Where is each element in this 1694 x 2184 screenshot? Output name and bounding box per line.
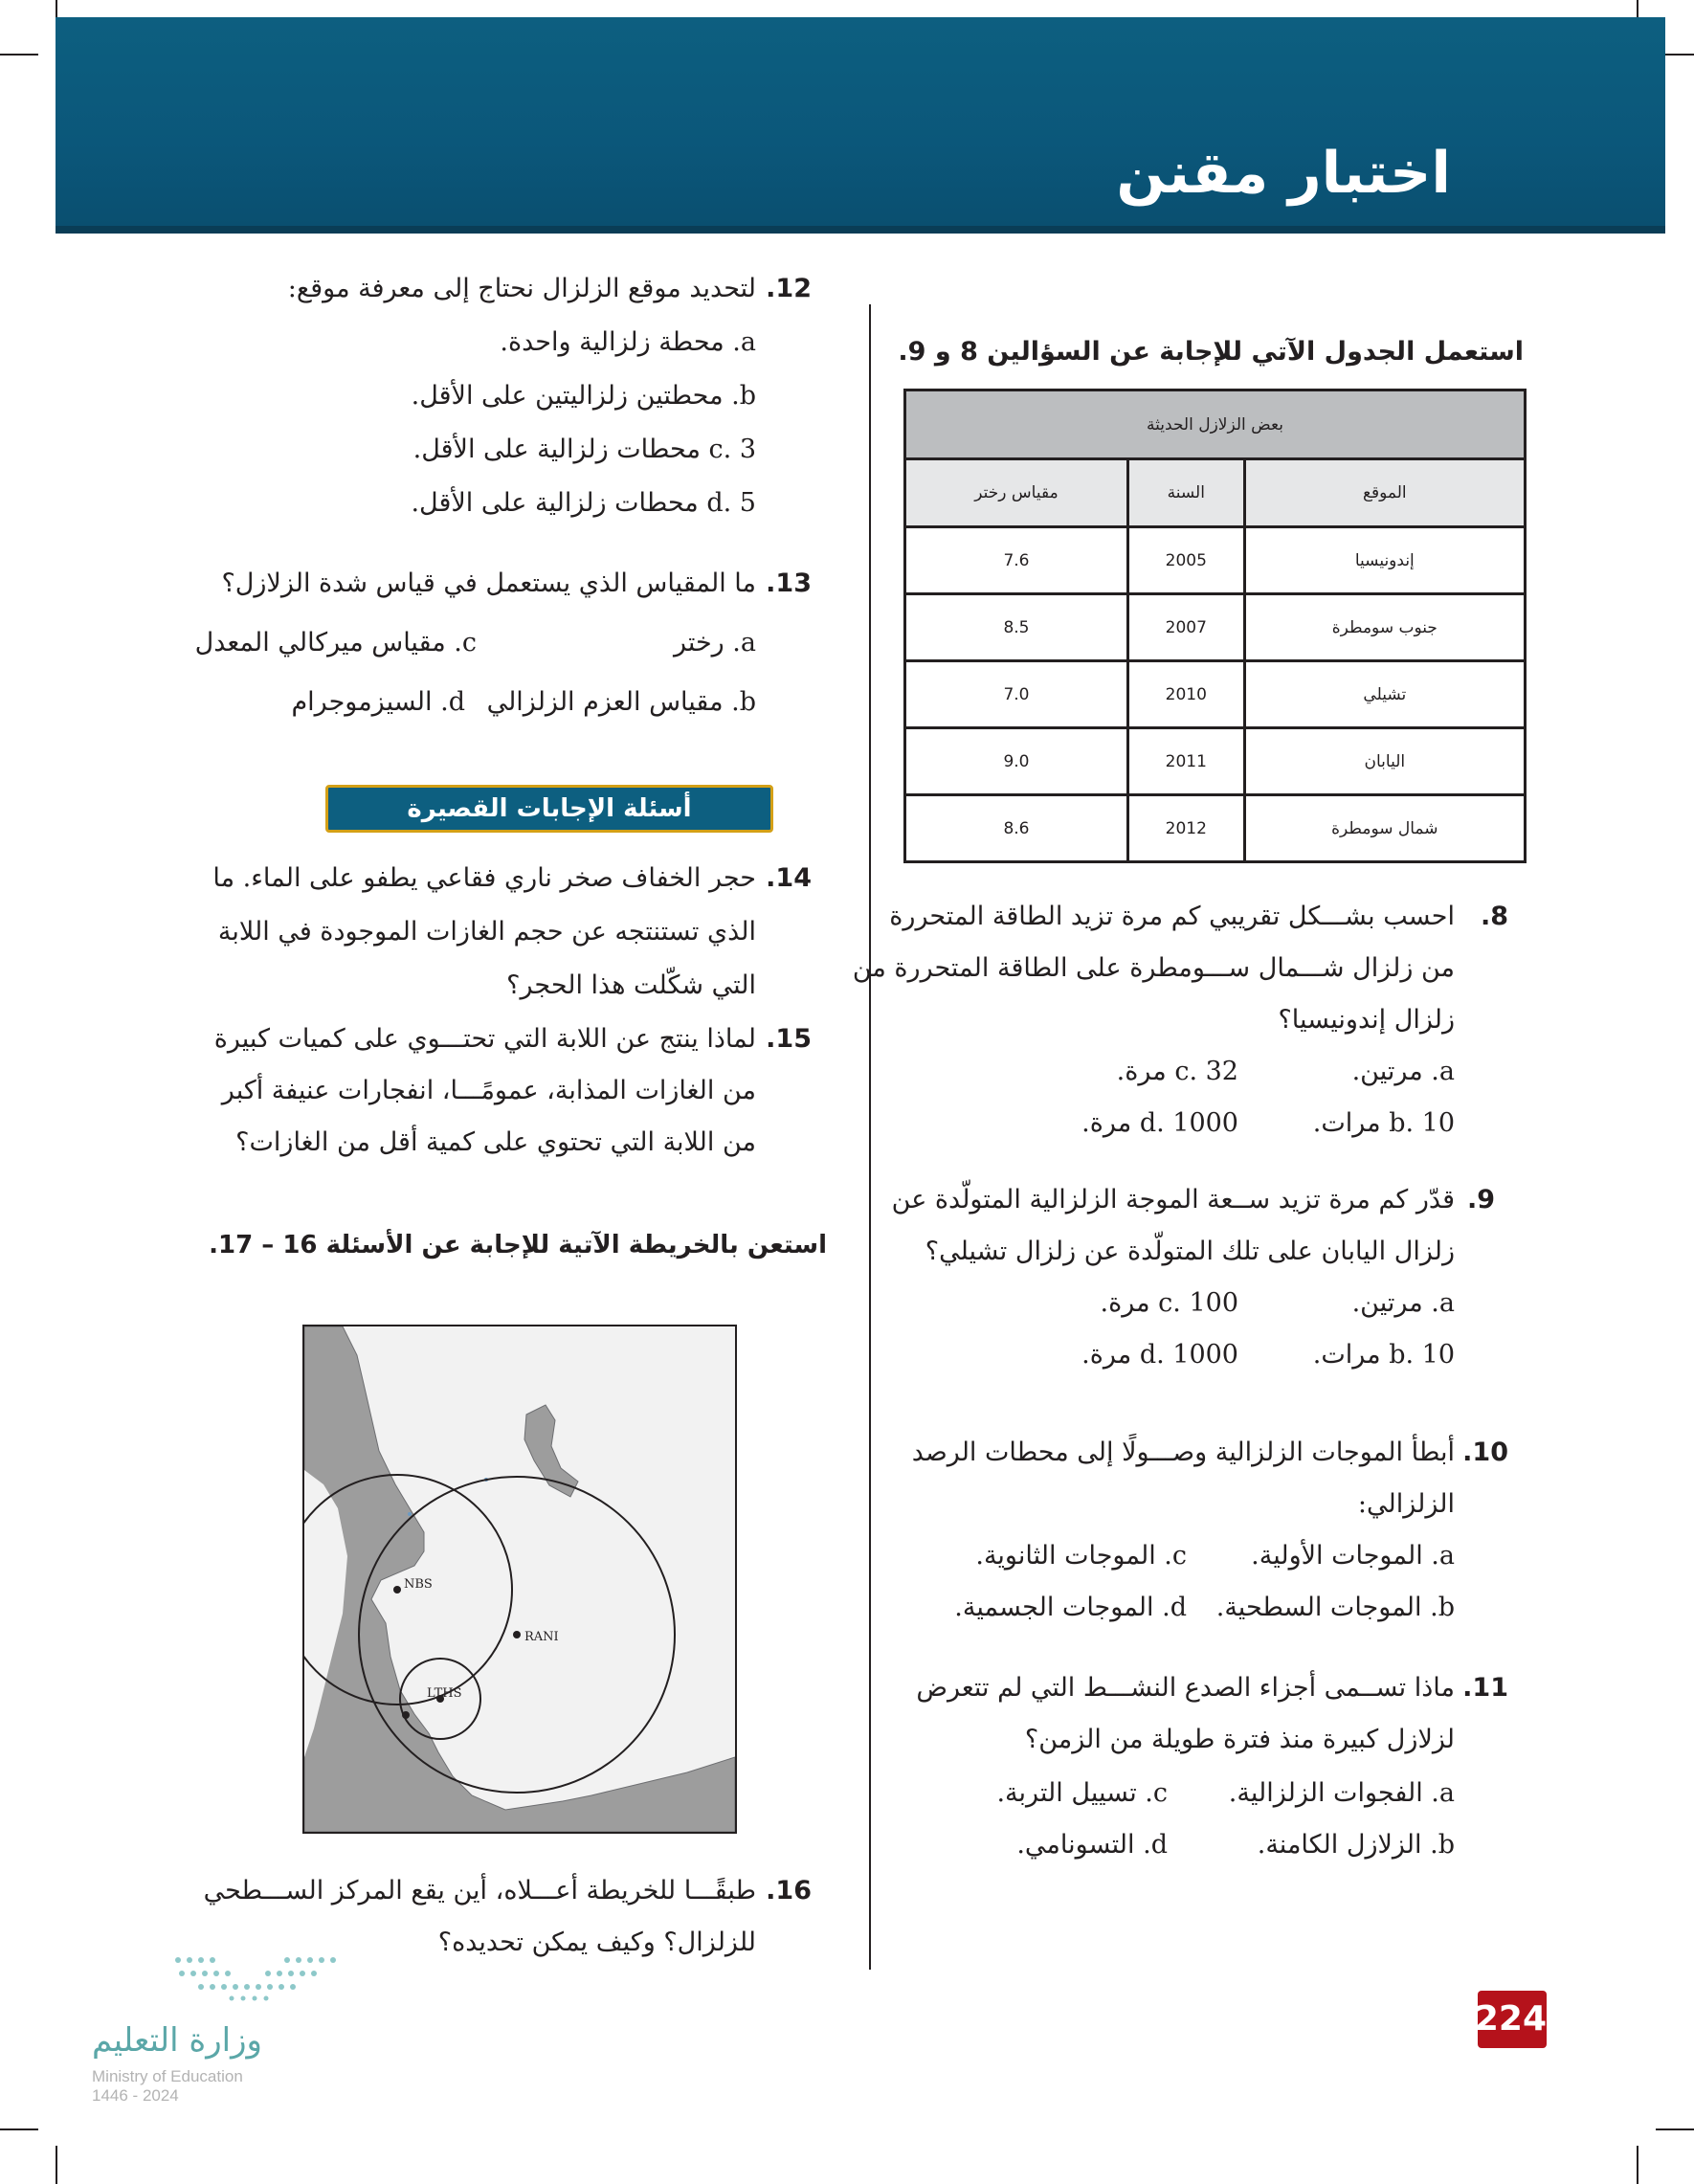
- question-number: 11.: [1462, 1673, 1508, 1703]
- table-row: [905, 728, 1526, 795]
- option-d: d. 5 محطات زلزالية على الأقل.: [411, 488, 756, 518]
- table-cell: 2005: [1127, 527, 1244, 594]
- island-dot: [408, 1512, 412, 1516]
- table-cell: 8.6: [905, 795, 1128, 862]
- option-d: d. 1000 مرة.: [1081, 1108, 1238, 1138]
- question-text: حجر الخفاف صخر ناري فقاعي يطفو على الماء. ما: [212, 863, 756, 893]
- station-point: [393, 1586, 401, 1593]
- option-b: b. الزلازل الكامنة.: [1257, 1830, 1455, 1860]
- option-d: d. التسونامي.: [1016, 1830, 1168, 1860]
- question-text: التي شكّلت هذا الحجر؟: [506, 970, 756, 1000]
- question-text: من اللابة التي تحتوي على كمية أقل من الغازات؟: [235, 1127, 756, 1157]
- question-text: أبطأ الموجات الزلزالية وصـــولًا إلى محطات الرصد: [911, 1437, 1455, 1467]
- station-label-rani: RANI: [524, 1630, 559, 1644]
- table-cell: 8.5: [905, 594, 1128, 661]
- question-number: 15.: [766, 1024, 812, 1054]
- question-text: لتحديد موقع الزلزال نحتاج إلى معرفة موقع:: [287, 274, 756, 303]
- section-badge: أسئلة الإجابات القصيرة: [325, 785, 773, 833]
- option-a: a. الفجوات الزلزالية.: [1228, 1778, 1455, 1808]
- table-cell: 2011: [1127, 728, 1244, 795]
- option-c: c. مقياس ميركالي المعدل: [194, 628, 477, 657]
- column-divider: [869, 304, 871, 1970]
- page-header: [56, 17, 1665, 234]
- question-number: 12.: [766, 274, 812, 303]
- option-c: c. 100 مرة.: [1100, 1288, 1238, 1318]
- option-b: b. 10 مرات.: [1312, 1108, 1455, 1138]
- ministry-name-english: Ministry of Education: [92, 2067, 243, 2085]
- question-number: 16.: [766, 1876, 812, 1905]
- station-label-lths: LTHS: [427, 1686, 462, 1701]
- ministry-logo-dots-icon: [172, 1952, 345, 2002]
- table-cell: 7.0: [905, 661, 1128, 728]
- question-number: 10.: [1462, 1437, 1508, 1467]
- crop-mark: [0, 54, 38, 56]
- question-text: لزلازل كبيرة منذ فترة طويلة من الزمن؟: [1024, 1725, 1455, 1754]
- option-c: c. تسييل التربة.: [996, 1778, 1168, 1808]
- map-intro: استعن بالخريطة الآتية للإجابة عن الأسئلة 16 – 17.: [209, 1231, 827, 1259]
- table-cell: إندونيسيا: [1244, 527, 1525, 594]
- option-a: a. رختر: [673, 628, 756, 657]
- option-b: b. مقياس العزم الزلزالي: [486, 687, 756, 717]
- table-header-richter: مقياس رختر: [905, 459, 1128, 527]
- crop-mark: [56, 2146, 57, 2184]
- ministry-name-arabic: وزارة التعليم: [92, 2021, 262, 2060]
- ministry-year: 2024 - 1446: [92, 2086, 179, 2105]
- option-d: d. الموجات الجسمية.: [954, 1593, 1187, 1622]
- question-text: الذي تستنتجه عن حجم الغازات الموجودة في اللابة: [217, 917, 756, 947]
- question-text: من الغازات المذابة، عمومًـــا، انفجارات عنيفة أكبر: [221, 1076, 756, 1105]
- table-header-year: السنة: [1127, 459, 1244, 527]
- table-caption: بعض الزلازل الحديثة: [905, 390, 1526, 459]
- question-text: الزلزالي:: [1357, 1489, 1455, 1519]
- table-cell: شمال سومطرة: [1244, 795, 1525, 862]
- table-row: [905, 795, 1526, 862]
- question-text: زلزال اليابان على تلك المتولّدة عن زلزال تشيلي؟: [925, 1237, 1455, 1266]
- question-text: ماذا تســمى أجزاء الصدع النشـــط التي لم تتعرض: [916, 1673, 1455, 1703]
- question-number: 8.: [1480, 902, 1508, 931]
- table-cell: تشيلي: [1244, 661, 1525, 728]
- option-d: d. السيزموجرام: [291, 687, 465, 717]
- table-cell: 2007: [1127, 594, 1244, 661]
- question-text: طبقًـــا للخريطة أعـــلاه، أين يقع المركز الســـطحي: [203, 1876, 756, 1905]
- question-text: للزلزال؟ وكيف يمكن تحديده؟: [437, 1928, 756, 1957]
- table-row: [905, 527, 1526, 594]
- question-text: احسب بشـــكل تقريبي كم مرة تزيد الطاقة المتحررة: [889, 902, 1455, 931]
- crop-mark: [0, 2128, 38, 2130]
- table-intro: استعمل الجدول الآتي للإجابة عن السؤالين 8 و 9.: [898, 337, 1524, 367]
- table-row: [905, 594, 1526, 661]
- earthquake-table: [903, 389, 1527, 863]
- page-title: اختبار مقنن: [1116, 140, 1451, 207]
- table-row: [905, 661, 1526, 728]
- option-d: d. 1000 مرة.: [1081, 1340, 1238, 1370]
- option-c: c. 32 مرة.: [1116, 1057, 1238, 1086]
- question-text: لماذا ينتج عن اللابة التي تحتـــوي على كميات كبيرة: [213, 1024, 756, 1054]
- page-number: 224: [1478, 1991, 1547, 2048]
- question-number: 13.: [766, 568, 812, 598]
- option-b: b. 10 مرات.: [1312, 1340, 1455, 1370]
- question-number: 14.: [766, 863, 812, 893]
- question-text: زلزال إندونيسيا؟: [1278, 1005, 1455, 1035]
- question-number: 9.: [1466, 1185, 1495, 1215]
- option-a: a. الموجات الأولية.: [1251, 1541, 1455, 1571]
- epicenter-point: [402, 1711, 410, 1719]
- station-point: [513, 1631, 521, 1638]
- option-c: c. 3 محطات زلزالية على الأقل.: [412, 435, 756, 464]
- option-b: b. الموجات السطحية.: [1215, 1593, 1455, 1622]
- table-cell: 2010: [1127, 661, 1244, 728]
- option-a: a. مرتين.: [1351, 1057, 1455, 1086]
- option-a: a. محطة زلزالية واحدة.: [500, 327, 756, 357]
- station-label-nbs: NBS: [404, 1577, 433, 1592]
- table-cell: 2012: [1127, 795, 1244, 862]
- table-cell: اليابان: [1244, 728, 1525, 795]
- question-text: من زلزال شـــمال ســـومطرة على الطاقة المتحررة من: [852, 953, 1455, 983]
- question-text: ما المقياس الذي يستعمل في قياس شدة الزلازل؟: [221, 568, 756, 598]
- crop-mark: [1656, 2128, 1694, 2130]
- table-header-location: الموقع: [1244, 459, 1525, 527]
- table-cell: 7.6: [905, 527, 1128, 594]
- option-c: c. الموجات الثانوية.: [975, 1541, 1187, 1571]
- crop-mark: [1637, 2146, 1638, 2184]
- question-text: قدّر كم مرة تزيد ســعة الموجة الزلزالية المتولّدة عن: [891, 1185, 1455, 1215]
- option-a: a. مرتين.: [1351, 1288, 1455, 1318]
- option-b: b. محطتين زلزاليتين على الأقل.: [411, 381, 756, 411]
- table-cell: جنوب سومطرة: [1244, 594, 1525, 661]
- table-cell: 9.0: [905, 728, 1128, 795]
- seismic-map: [302, 1325, 737, 1834]
